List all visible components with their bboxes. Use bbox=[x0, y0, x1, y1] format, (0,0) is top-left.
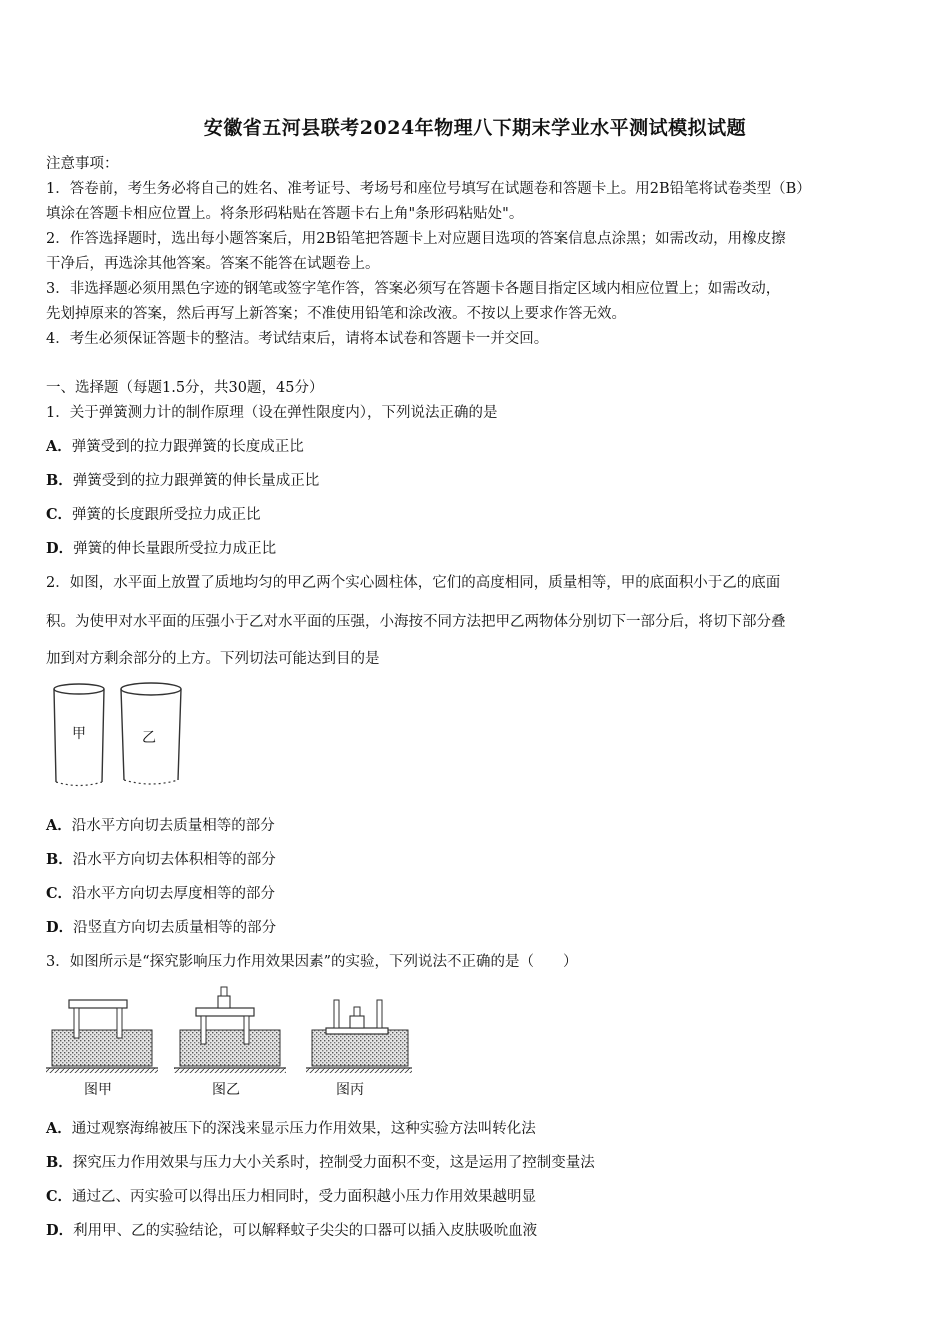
figure-label-yi: 图乙 bbox=[212, 1082, 240, 1098]
notice-line: 1．答卷前，考生务必将自己的姓名、准考证号、考场号和座位号填写在试题卷和答题卡上。用2B铅笔将试卷类型（B） bbox=[46, 181, 811, 197]
question-3-stem: 3．如图所示是“探究影响压力作用效果因素”的实验，下列说法不正确的是（ ） bbox=[46, 954, 578, 970]
question-2-stem: 加到对方剩余部分的上方。下列切法可能达到目的是 bbox=[46, 651, 380, 667]
option-c: C．弹簧的长度跟所受拉力成正比 bbox=[46, 506, 261, 523]
figure-yi bbox=[174, 987, 286, 1098]
notice-line: 干净后，再选涂其他答案。答案不能答在试题卷上。 bbox=[46, 256, 380, 272]
question-1-stem: 1．关于弹簧测力计的制作原理（设在弹性限度内），下列说法正确的是 bbox=[46, 405, 498, 421]
option-d: D．弹簧的伸长量跟所受拉力成正比 bbox=[46, 540, 277, 557]
option-a: A．沿水平方向切去质量相等的部分 bbox=[46, 817, 275, 834]
option-b: B．沿水平方向切去体积相等的部分 bbox=[46, 851, 276, 868]
option-d: D．沿竖直方向切去质量相等的部分 bbox=[46, 919, 277, 936]
cylinders-figure bbox=[44, 678, 194, 790]
section-heading: 一、选择题（每题1.5分，共30题，45分） bbox=[46, 380, 324, 396]
option-a: A．弹簧受到的拉力跟弹簧的长度成正比 bbox=[46, 438, 304, 455]
notice-line: 先划掉原来的答案，然后再写上新答案；不准使用铅笔和涂改液。不按以上要求作答无效。 bbox=[46, 306, 626, 322]
option-d: D．利用甲、乙的实验结论，可以解释蚊子尖尖的口器可以插入皮肤吸吮血液 bbox=[46, 1222, 538, 1239]
question-2-stem: 积。为使甲对水平面的压强小于乙对水平面的压强，小海按不同方法把甲乙两物体分别切下一部分后，将切下部分叠 bbox=[46, 614, 786, 630]
cylinder-label-yi: 乙 bbox=[142, 730, 156, 746]
option-b: B．弹簧受到的拉力跟弹簧的伸长量成正比 bbox=[46, 472, 320, 489]
option-a: A．通过观察海绵被压下的深浅来显示压力作用效果，这种实验方法叫转化法 bbox=[46, 1120, 536, 1137]
option-c: C．沿水平方向切去厚度相等的部分 bbox=[46, 885, 276, 902]
figure-jia bbox=[46, 1000, 158, 1098]
notice-line: 填涂在答题卡相应位置上。将条形码粘贴在答题卡右上角"条形码粘贴处"。 bbox=[46, 206, 524, 222]
notice-line: 4．考生必须保证答题卡的整洁。考试结束后，请将本试卷和答题卡一并交回。 bbox=[46, 331, 549, 347]
notice-line: 2．作答选择题时，选出每小题答案后，用2B铅笔把答题卡上对应题目选项的答案信息点涂黑；如需改动，用橡皮擦 bbox=[46, 231, 786, 247]
figure-label-jia: 图甲 bbox=[84, 1082, 112, 1098]
question-2-stem: 2．如图，水平面上放置了质地均匀的甲乙两个实心圆柱体，它们的高度相同，质量相等，甲的底面积小于乙的底面 bbox=[46, 575, 781, 591]
option-b: B．探究压力作用效果与压力大小关系时，控制受力面积不变，这是运用了控制变量法 bbox=[46, 1154, 595, 1171]
page-title: 安徽省五河县联考2024年物理八下期末学业水平测试模拟试题 bbox=[203, 117, 747, 139]
option-c: C．通过乙、丙实验可以得出压力相同时，受力面积越小压力作用效果越明显 bbox=[46, 1188, 537, 1205]
notice-heading: 注意事项： bbox=[46, 156, 119, 172]
notice-line: 3．非选择题必须用黑色字迹的钢笔或签字笔作答，答案必须写在答题卡各题目指定区域内相应位置上；如需改动， bbox=[46, 281, 781, 297]
figure-bing bbox=[306, 1000, 412, 1098]
cylinder-label-jia: 甲 bbox=[72, 726, 86, 742]
figure-label-bing: 图丙 bbox=[336, 1082, 364, 1098]
pressure-experiment-figure bbox=[44, 984, 414, 1104]
